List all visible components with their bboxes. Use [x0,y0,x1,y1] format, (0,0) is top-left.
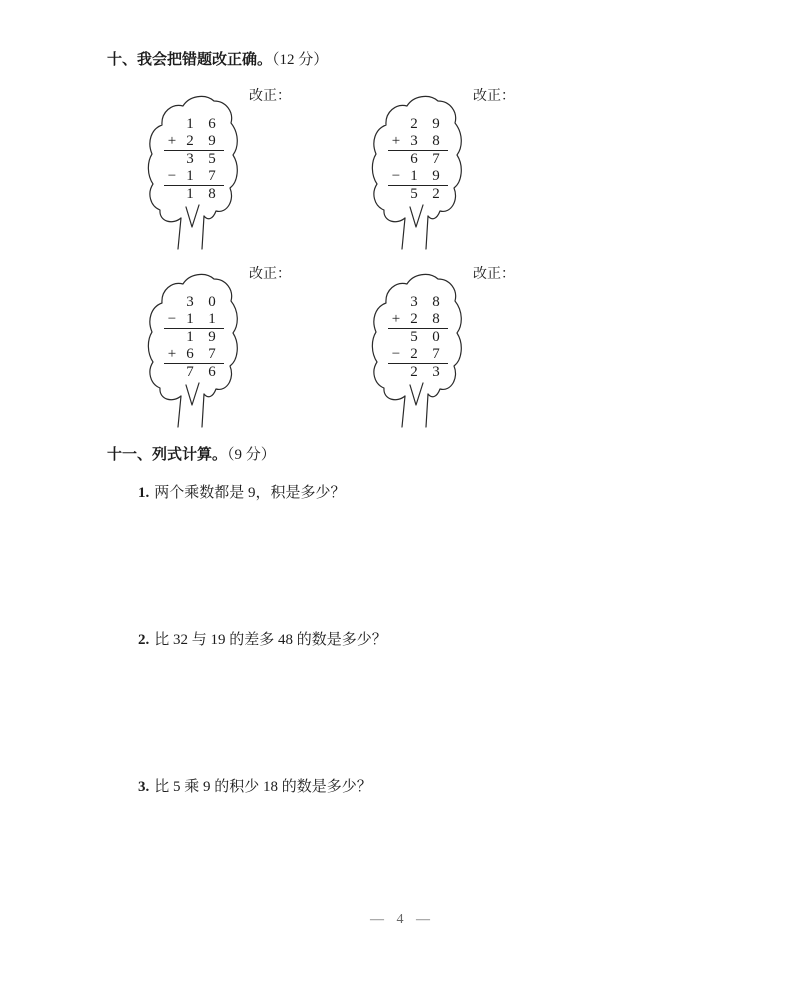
operator: + [167,133,177,149]
section-score: （9 分） [227,447,276,463]
vertical-calculation [388,116,448,203]
tree-problem-4 [369,267,515,430]
tens-digit: 2 [186,133,194,149]
tens-digit: 1 [186,116,194,132]
tens-digit: 1 [186,186,194,202]
operator: − [167,168,177,184]
calc-row [388,311,448,328]
question-text: 两个乘数都是 9，积是多少？ [154,485,346,501]
tens-digit: 6 [186,346,194,362]
ones-digit: 0 [432,329,440,345]
ones-digit: 7 [432,346,440,362]
ones-digit: 8 [208,186,216,202]
page-number: — 4 — [370,912,430,927]
calc-row [388,168,448,185]
question-text: 比 32 与 19 的差多 48 的数是多少？ [154,632,387,648]
question-text: 比 5 乘 9 的积少 18 的数是多少？ [154,779,372,795]
question-number: 1. [138,485,150,501]
ones-digit: 0 [208,294,216,310]
calc-row [164,364,224,381]
operator: − [391,346,401,362]
correction-label: 改正： [473,267,515,282]
tens-digit: 5 [410,329,418,345]
calc-row [164,133,224,150]
tree-trunk [178,383,204,427]
ones-digit: 9 [208,133,216,149]
tens-digit: 2 [410,116,418,132]
ones-digit: 7 [208,168,216,184]
operator: + [391,311,401,327]
calc-row [164,168,224,185]
calc-row [164,294,224,311]
calc-row [388,116,448,133]
vertical-calculation [164,294,224,381]
ones-digit: 9 [432,116,440,132]
correction-label: 改正： [249,267,291,282]
tree-trunk [402,383,428,427]
vertical-calculation [164,116,224,203]
operator: − [391,168,401,184]
tens-digit: 6 [410,151,418,167]
tens-digit: 3 [410,294,418,310]
calc-row [388,133,448,150]
tens-digit: 3 [186,151,194,167]
correction-label: 改正： [249,89,291,104]
question-number: 2. [138,632,150,648]
calc-row [164,311,224,328]
question-item [138,484,346,502]
tree-problem-1 [145,89,291,252]
tree-trunk [402,205,428,249]
calc-row [388,294,448,311]
ones-digit: 8 [432,294,440,310]
ones-digit: 6 [208,116,216,132]
ones-digit: 8 [432,311,440,327]
ones-digit: 8 [432,133,440,149]
ones-digit: 1 [208,311,216,327]
tens-digit: 2 [410,346,418,362]
calc-row [164,151,224,168]
section-title [107,446,276,464]
operator: − [167,311,177,327]
question-item [138,778,372,796]
question-number: 3. [138,779,150,795]
ones-digit: 9 [432,168,440,184]
tens-digit: 7 [186,364,194,380]
tens-digit: 3 [410,133,418,149]
section-title [107,51,328,69]
ones-digit: 7 [432,151,440,167]
tens-digit: 3 [186,294,194,310]
ones-digit: 2 [432,186,440,202]
ones-digit: 9 [208,329,216,345]
tens-digit: 2 [410,311,418,327]
tree-trunk [178,205,204,249]
tree-problem-2 [369,89,515,252]
calc-row [164,346,224,363]
tens-digit: 1 [186,311,194,327]
ones-digit: 6 [208,364,216,380]
calc-row [388,186,448,203]
tens-digit: 5 [410,186,418,202]
section-title-text: 十、我会把错题改正确。 [107,52,273,68]
ones-digit: 5 [208,151,216,167]
tens-digit: 1 [410,168,418,184]
calc-row [164,186,224,203]
calc-row [388,346,448,363]
operator: + [391,133,401,149]
section-score: （12 分） [272,52,329,68]
vertical-calculation [388,294,448,381]
calc-row [164,329,224,346]
correction-label: 改正： [473,89,515,104]
operator: + [167,346,177,362]
ones-digit: 7 [208,346,216,362]
tens-digit: 1 [186,168,194,184]
calc-row [388,329,448,346]
calc-row [388,151,448,168]
question-item [138,631,387,649]
tree-problem-3 [145,267,291,430]
calc-row [164,116,224,133]
ones-digit: 3 [432,364,440,380]
tens-digit: 1 [186,329,194,345]
section-title-text: 十一、列式计算。 [107,447,228,463]
tens-digit: 2 [410,364,418,380]
calc-row [388,364,448,381]
